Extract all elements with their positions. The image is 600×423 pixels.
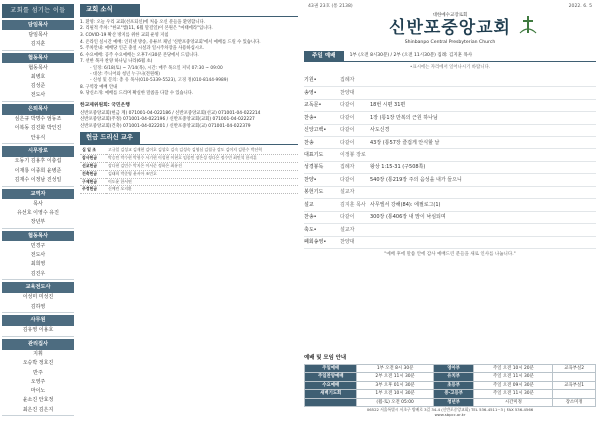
sidebar-group xyxy=(2,189,74,229)
schedule-cell: 교육부실2 xyxy=(553,364,596,373)
sidebar-item: 협동목사 xyxy=(28,64,48,71)
sidebar-group xyxy=(2,339,74,416)
sidebar-item: 오영주 xyxy=(30,378,46,385)
service-order-c2: 다같이 xyxy=(340,176,355,183)
service-order-c4 xyxy=(540,189,596,195)
sidebar-item: 김진우 xyxy=(30,270,46,277)
service-order-row xyxy=(304,162,596,174)
sidebar-item: 담임목사 xyxy=(28,31,48,38)
offering-table xyxy=(80,147,298,194)
service-order-c2: 다같이 xyxy=(340,139,355,146)
offering-row xyxy=(80,170,298,178)
schedule-cell: 주일 오전 10시 20분 xyxy=(474,364,553,373)
news-subitem: - 대상: 주니어와 청년 누구나(전원해) xyxy=(90,72,160,78)
sidebar-item: 최병호 xyxy=(30,73,46,80)
offering-row xyxy=(80,154,298,162)
sidebar-title: 교회를 섬기는 이들 xyxy=(2,4,74,18)
service-order-c3: 왕상 1:15-31 (구508쪽) xyxy=(370,164,426,171)
sidebar-group xyxy=(2,104,74,144)
sidebar-item: 장년부 xyxy=(30,219,46,225)
news-subitem: - 신청 및 문의: 총 유 목사(010-5339-5523), 고경 정(010-8144-9989) xyxy=(90,78,229,84)
account-info xyxy=(80,103,298,129)
service-order-c2: 집례자 xyxy=(340,77,355,84)
bulletin-front xyxy=(304,4,596,258)
service-order-c2: 다같이 xyxy=(340,114,355,121)
schedule-row xyxy=(305,381,596,390)
schedule-cell xyxy=(305,398,357,407)
footer xyxy=(304,408,596,417)
service-order-c1: 기원• xyxy=(304,77,317,84)
schedule-cell: 주일 오전 09시 30분 xyxy=(474,381,553,390)
service-order-c4 xyxy=(540,164,596,170)
sidebar-item: 김유영 이용호 xyxy=(22,327,54,334)
schedule-row xyxy=(305,373,596,382)
sidebar-item: 전도사 xyxy=(30,92,46,99)
service-order-c2: 찬양대 xyxy=(340,239,355,246)
service-order-row xyxy=(304,75,596,87)
service-order-row xyxy=(304,112,596,124)
news-title: 교회 소식 xyxy=(80,4,140,16)
service-order-c1: 설교 xyxy=(304,201,314,208)
offering-type: 구제헌금 xyxy=(80,178,106,186)
footer-address: 06522 서울특별시 서초구 방배로 3길 34-4 (신반포중앙교회) TEL 536-4511~3 | FAX 536-4566 xyxy=(366,407,534,412)
service-order-c3 xyxy=(370,227,540,233)
sidebar-group-head: 담임목사 xyxy=(2,20,74,31)
offering-names: 강다현 김민수 박지은 이서준 정하은 최유진 xyxy=(106,162,298,170)
service-order-c4 xyxy=(540,239,596,245)
service-order-c3: 43장 (통57장 즐겁게 안식할 날 xyxy=(370,139,440,146)
sidebar-group xyxy=(2,282,74,313)
service-order-c3: 사무엘서 강해(84): 에필로그(1) xyxy=(370,201,441,208)
service-order-c4 xyxy=(540,202,596,208)
service-order-row xyxy=(304,125,596,137)
schedule-cell: 주일예배 xyxy=(305,364,357,373)
news-item: 3. COVID-19 확산 방지를 위한 교회 운영 지침 xyxy=(80,32,169,38)
schedule-cell: (월-토) 오전 05:00 xyxy=(357,398,433,407)
service-order-c4 xyxy=(540,115,596,121)
service-order-c2: 찬양대 xyxy=(340,89,355,96)
service-order-row xyxy=(304,137,596,149)
schedule-section xyxy=(304,355,596,407)
sidebar-group-head: 협동목사 xyxy=(2,53,74,64)
news-divider xyxy=(80,16,298,17)
service-order-c2: 이정봉 장로 xyxy=(340,152,366,159)
sidebar-group xyxy=(2,20,74,51)
service-order-c3 xyxy=(370,77,540,83)
sidebar-item: 민경구 xyxy=(30,242,46,249)
service-order-c3 xyxy=(370,90,540,96)
issue-meta xyxy=(304,4,596,10)
schedule-cell: 3부 오후 01시 30분 xyxy=(357,381,433,390)
offering-type: 건축헌금 xyxy=(80,170,106,178)
service-order-c2: 설교자 xyxy=(340,189,355,196)
offering-type: 주정헌금 xyxy=(80,186,106,194)
offering-section xyxy=(80,132,298,194)
sidebar-group xyxy=(2,315,74,337)
service-order-row xyxy=(304,187,596,199)
service-order-row xyxy=(304,237,596,249)
offering-type: 선교헌금 xyxy=(80,162,106,170)
service-order-c4 xyxy=(540,214,596,220)
sidebar-item: 윤소진 안효정 xyxy=(22,397,54,404)
church-brand xyxy=(304,13,596,46)
service-order-c2: 설교자 xyxy=(340,226,355,233)
offering-names: 김태희 박준영 윤서아 조민호 xyxy=(106,170,298,178)
schedule-cell: 수요예배 xyxy=(305,381,357,390)
account-row: 신반포중앙교회(헌금 계) 071001-04-022186 / 신반포중앙교회(선교) 071001-04-022214 xyxy=(80,110,261,116)
service-note: •표시에는 자리에서 일어나시기 바랍니다. xyxy=(409,65,491,71)
schedule-cell: 장소미정 xyxy=(553,398,596,407)
service-order-row xyxy=(304,212,596,224)
schedule-cell: 영아부 xyxy=(433,364,474,373)
schedule-cell: 중·고등부 xyxy=(433,390,474,399)
service-bar xyxy=(304,51,596,62)
sidebar-item: 김재수 이정남 진성일 xyxy=(14,176,62,183)
offering-names: 신예린 오지환 xyxy=(106,186,298,194)
offering-names: 박승민 박수현 박형수 서기현 이성현 이현호 임종민 장은성 정다은 정수빈 최민석 한지훈 xyxy=(106,154,298,162)
news-item: 2. 리필적 주차: "한교"앱(11, 6월 말걸일)이 본원은 "마태에라"입니다. xyxy=(80,26,213,32)
offering-names: 이도윤 한서연 xyxy=(106,178,298,186)
service-order-row xyxy=(304,174,596,186)
sidebar-item: 최은진 김은지 xyxy=(22,406,54,413)
schedule-cell: 시간미정 xyxy=(474,398,553,407)
service-order-row xyxy=(304,224,596,236)
service-order-c1: 찬송• xyxy=(304,214,317,221)
news-item: 4. 온라인 실시간 예배: 인터넷 방송, 유튜브 채널 '신반포중앙교회'에서 예배를 드릴 수 있습니다. xyxy=(80,39,261,45)
schedule-cell: 1부 오전 8시 30분 xyxy=(357,364,433,373)
issue-date: 2022. 6. 5 xyxy=(568,4,592,9)
church-name: 신반포중앙교회 xyxy=(389,18,511,39)
sidebar-group xyxy=(2,231,74,281)
service-order-row xyxy=(304,87,596,99)
sidebar-item: 심은규 박명수 엄동조 xyxy=(14,116,62,122)
schedule-cell: 새벽기도회 xyxy=(305,390,357,399)
schedule-cell xyxy=(553,390,596,399)
service-order-c1: 교독문• xyxy=(304,102,322,109)
sidebar-item: 반주 xyxy=(33,369,43,376)
service-order-c3 xyxy=(370,189,540,195)
service-order-c3 xyxy=(370,152,540,158)
offering-type: 감사헌금 xyxy=(80,154,106,162)
schedule-cell: 주일찬양예배 xyxy=(305,373,357,382)
service-order-c2: 김지훈 목사 xyxy=(340,201,366,208)
church-logo-icon xyxy=(518,15,538,35)
service-order-c4 xyxy=(540,127,596,133)
service-order-c3: 18번 시편 31편 xyxy=(370,102,406,109)
schedule-row xyxy=(305,390,596,399)
service-order-row xyxy=(304,100,596,112)
service-order-row xyxy=(304,149,596,161)
sidebar-group xyxy=(2,53,74,103)
news-item: 6. 수요예배: 공주 수요예배는 오후7시30분 본당에서 드립니다. xyxy=(80,52,199,58)
issue-number: 43권 23호 (통 2138) xyxy=(308,4,353,9)
account-head: 한교제위원회: 국민은행 xyxy=(80,102,130,108)
service-tag: 주일 예배 xyxy=(304,51,344,62)
sidebar-item: 최희영 xyxy=(30,261,46,268)
schedule-row xyxy=(305,398,596,407)
offering-row xyxy=(80,178,298,186)
sidebar-item: 김지훈 xyxy=(30,40,46,47)
sidebar-item: 이성미 미성진 xyxy=(22,294,54,301)
service-order-c1: 신앙고백• xyxy=(304,127,327,134)
service-order-c3: 540장 (통219장 주의 음성을 내가 들으니 xyxy=(370,176,462,183)
sidebar-group-head: 시무장로 xyxy=(2,146,74,157)
schedule-cell: 주일 오전 11시 30분 xyxy=(474,390,553,399)
service-order xyxy=(304,75,596,249)
news-item: 1. 환영: 오늘 우리 교회(선포되신)에 처음 오신 분들을 환영합니다. xyxy=(80,19,205,25)
service-order-c1: 찬송• xyxy=(304,114,317,121)
service-order-c1: 성경봉독 xyxy=(304,164,324,171)
service-order-c4 xyxy=(540,227,596,233)
account-row: 신반포중앙교회(건축) 071001-04-022201 / 신반포중앙교회(교) 071001-04-022379 xyxy=(80,123,251,129)
service-info: 1부 (오전 8시30분) / 2부 (오전 11시30분) 집례: 김지훈 목사 xyxy=(344,51,596,62)
sidebar-item: 목사 xyxy=(33,200,43,207)
service-order-c3 xyxy=(370,239,540,245)
sidebar-item: 지휘 xyxy=(33,351,43,357)
sidebar-groups xyxy=(2,20,74,417)
footer-website: www.sbpcc.or.kr xyxy=(434,411,466,417)
sidebar-group-head: 교역자 xyxy=(2,189,74,200)
service-order-c4 xyxy=(540,177,596,183)
account-row: 신반포중앙교회(주정) 071001-04-022196 / 신반포중앙교회(교회) 071001-04-022227 xyxy=(80,117,255,123)
news-item: 8. 구역장 예배 안내 xyxy=(80,84,118,90)
schedule-cell: 초등부 xyxy=(433,381,474,390)
news-list xyxy=(80,20,298,97)
service-order-c1: 폐회송영• xyxy=(304,239,327,246)
service-order-c3: 사도신경 xyxy=(370,127,390,134)
sidebar-item: 전도사 xyxy=(30,252,46,258)
schedule-cell: 주일 오전 11시 30분 xyxy=(474,373,553,382)
sidebar-item: 김성준 xyxy=(30,83,46,89)
sidebar-group-head: 관리집사 xyxy=(2,339,74,350)
offering-divider xyxy=(80,144,298,145)
schedule-cell: 2부 오전 11시 30분 xyxy=(357,373,433,382)
service-order-c2: 집례자 xyxy=(340,164,355,171)
service-order-c4 xyxy=(540,152,596,158)
news-section xyxy=(80,4,298,194)
sidebar-group-head: 교육전도사 xyxy=(2,282,74,293)
offering-type: 십 일 조 xyxy=(80,147,106,154)
sidebar-group-head: 은퇴목사 xyxy=(2,104,74,115)
denomination: 대한예수교장로회 xyxy=(432,12,468,18)
service-order-row xyxy=(304,199,596,211)
service-verse: "예배 후에 말씀 안에 감사 예배드린 분들을 새로 인사를 나눕니다." xyxy=(384,251,516,257)
service-order-c1: 봉헌기도 xyxy=(304,189,324,196)
offering-row xyxy=(80,162,298,170)
church-name-english: Shinbanpo Central Presbyterian Church xyxy=(404,39,496,45)
service-order-c3: 300장 (통406장 내 맘이 낙심되며 xyxy=(370,214,446,221)
sidebar xyxy=(2,4,74,419)
schedule-cell: 유치부 xyxy=(433,373,474,382)
schedule-head: 예배 및 모임 안내 xyxy=(304,355,347,361)
schedule-table xyxy=(304,364,596,408)
offering-row xyxy=(80,186,298,194)
service-order-c4 xyxy=(540,77,596,83)
service-order-c1: 찬송 xyxy=(304,139,314,146)
sidebar-item: 마이노 xyxy=(30,388,46,394)
service-order-c2: 다같이 xyxy=(340,214,355,221)
sidebar-item: 안유식 xyxy=(30,134,46,141)
sidebar-group xyxy=(2,146,74,186)
service-order-c1: 송영• xyxy=(304,89,317,96)
schedule-cell xyxy=(553,373,596,382)
schedule-cell: 청년부 xyxy=(433,398,474,407)
schedule-row xyxy=(305,364,596,373)
sidebar-item: 이복동 김진화 박인진 xyxy=(14,125,62,132)
sidebar-item: 오승박 정호진 xyxy=(22,360,54,367)
offering-names: 고규일 김성교 김재현 김이호 김상호 김숙 김성숙 김영심 김철규 강도 김이지 김한수 박선혁 xyxy=(106,147,298,154)
service-order-c1: 찬양• xyxy=(304,176,317,183)
schedule-cell: 교육부실1 xyxy=(553,381,596,390)
sidebar-item: 오동기 김용후 이충섭 xyxy=(14,158,62,165)
sidebar-group-head: 사무원 xyxy=(2,315,74,326)
offering-row xyxy=(80,147,298,154)
service-order-c4 xyxy=(540,140,596,146)
news-item: 7. 선한 목자 찬양 하나님 나라(6월 초) xyxy=(80,59,153,65)
offering-title: 헌금 드리신 교우 xyxy=(80,132,140,144)
service-order-c2: 다같이 xyxy=(340,127,355,134)
sidebar-item: 이재룡 이종희 윤병준 xyxy=(14,167,62,174)
service-order-c4 xyxy=(540,102,596,108)
schedule-cell: 1부 오전 10시 30분 xyxy=(357,390,433,399)
sidebar-item: 유선호 이영수 유진 xyxy=(17,209,59,216)
news-item: 9. 당신소개: 예배를 드리며 확실한 말씀을 다할 수 있습니다. xyxy=(80,91,194,97)
news-subitem: - 일정: 6/18(토) ~ 7/14(목), 시간: 매주 목요일 저녁 07:30 ~ 09:00 xyxy=(90,65,223,71)
sidebar-item: 김하영 xyxy=(30,303,46,310)
service-order-c4 xyxy=(540,90,596,96)
news-item: 5. 주차안내: 예배당 인근 충설 시설과 일시주차장을 사용하십시오. xyxy=(80,46,205,52)
sidebar-group-head: 협동목사 xyxy=(2,231,74,242)
service-order-c1: 축도• xyxy=(304,226,317,233)
service-order-c2: 다같이 xyxy=(340,102,355,109)
service-order-c3: 1장 (통1장 만복의 근원 하나님 xyxy=(370,114,438,121)
service-order-c1: 대표기도 xyxy=(304,152,324,159)
